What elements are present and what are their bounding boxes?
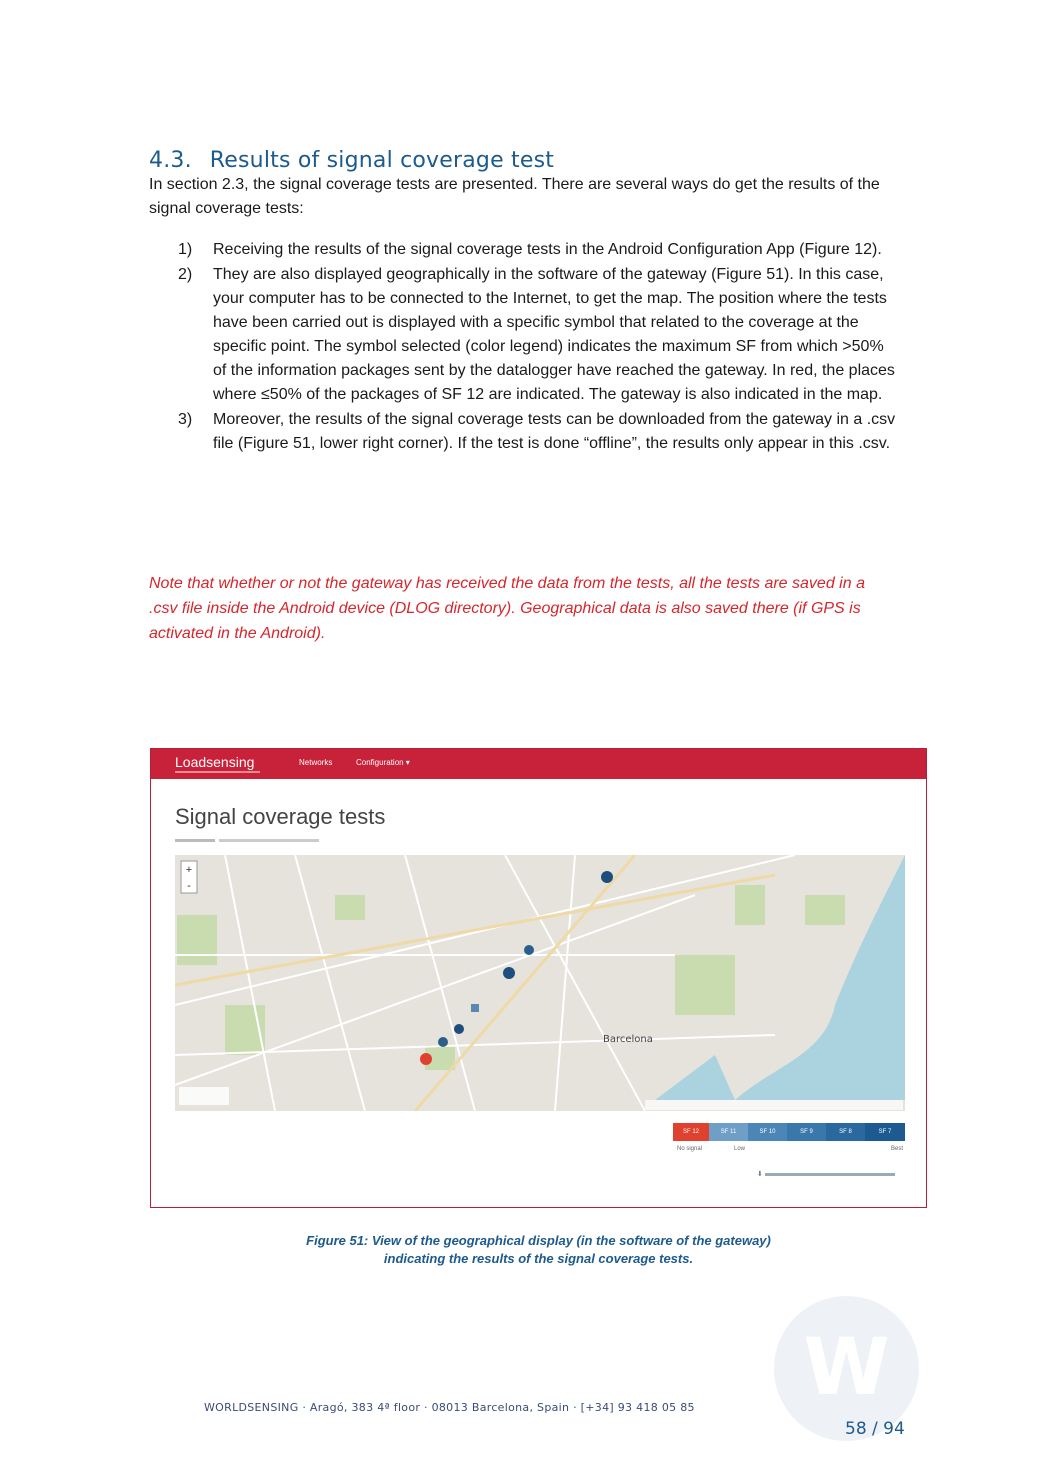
legend-segment: SF 10 bbox=[748, 1123, 787, 1141]
intro-paragraph: In section 2.3, the signal coverage tests are presented. There are several ways do get the results of the signal coverage tests: bbox=[149, 176, 880, 217]
list-text: Moreover, the results of the signal coverage tests can be downloaded from the gateway in a .csv file (Figure 51, lower right corner). If the test is done “offline”, the results only appear in this .csv. bbox=[213, 411, 896, 452]
download-icon: ⬇ bbox=[757, 1171, 763, 1178]
list-number: 3) bbox=[178, 411, 193, 428]
list-text: Receiving the results of the signal coverage tests in the Android Configuration App (Figure 12). bbox=[213, 241, 882, 258]
list-number: 1) bbox=[178, 241, 193, 258]
caption-line-1: Figure 51: View of the geographical display (in the software of the gateway) bbox=[306, 1233, 771, 1248]
app-page-title: Signal coverage tests bbox=[175, 804, 386, 829]
legend-low: Low bbox=[734, 1146, 746, 1152]
zoom-out-button[interactable]: - bbox=[187, 880, 191, 892]
legend-segment: SF 7 bbox=[865, 1123, 905, 1141]
map-city-label: Barcelona bbox=[603, 1034, 653, 1045]
nav-configuration[interactable]: Configuration ▾ bbox=[356, 758, 410, 767]
legend-no-signal: No signal bbox=[677, 1146, 703, 1152]
legend-segment: SF 9 bbox=[787, 1123, 826, 1141]
list-text: They are also displayed geographically in the software of the gateway (Figure 51). In this case, your computer has to be connected to the Internet, to get the map. The position where the tests have been carried out is displayed with a specific symbol that related to the coverage at the specific point. The symbol selected (color legend) indicates the maximum SF from which >50% of the information packages sent by the datalogger have reached the gateway. In red, the places where ≤50% of the packages of SF 12 are indicated. The gateway is also indicated in the map. bbox=[213, 266, 895, 403]
app-topbar bbox=[151, 749, 926, 779]
figure-screenshot bbox=[150, 748, 927, 1208]
legend-segment: SF 8 bbox=[826, 1123, 865, 1141]
marker-point[interactable] bbox=[438, 1037, 448, 1047]
caption-line-2: indicating the results of the signal coverage tests. bbox=[383, 1251, 694, 1266]
marker-point[interactable] bbox=[503, 967, 515, 979]
legend-segment: SF 12 bbox=[673, 1123, 709, 1141]
download-csv-link[interactable] bbox=[757, 1170, 895, 1178]
section-title: Results of signal coverage test bbox=[209, 148, 555, 174]
results-list bbox=[178, 238, 898, 457]
list-item bbox=[178, 263, 898, 407]
note-paragraph: Note that whether or not the gateway has received the data from the tests, all the tests are saved in a .csv file inside the Android device (DLOG directory). Geographical data is also saved there (if GPS is activated in the Android). bbox=[149, 575, 865, 642]
section-number: 4.3. bbox=[149, 148, 192, 174]
brand-underline bbox=[175, 771, 260, 773]
list-item bbox=[178, 408, 898, 456]
legend-segment: SF 11 bbox=[709, 1123, 748, 1141]
zoom-in-button[interactable]: + bbox=[185, 864, 193, 876]
footer-address: WORLDSENSING · Aragó, 383 4ª floor · 08013 Barcelona, Spain · [+34] 93 418 05 85 bbox=[204, 1401, 695, 1414]
download-link-text bbox=[765, 1173, 895, 1176]
figure-caption bbox=[150, 1232, 927, 1268]
marker-point-red[interactable] bbox=[420, 1053, 432, 1065]
page-number: 58 / 94 bbox=[845, 1419, 905, 1439]
color-legend bbox=[673, 1123, 905, 1141]
legend-best: Best bbox=[891, 1146, 904, 1152]
list-item bbox=[178, 238, 898, 262]
marker-point[interactable] bbox=[524, 945, 534, 955]
brand-logo[interactable]: Loadsensing bbox=[175, 754, 255, 770]
list-number: 2) bbox=[178, 266, 193, 283]
map-scale bbox=[179, 1087, 229, 1105]
section-heading bbox=[149, 148, 554, 173]
map-attribution bbox=[645, 1100, 903, 1110]
marker-point[interactable] bbox=[601, 871, 613, 883]
breadcrumb bbox=[175, 837, 319, 844]
worldsensing-watermark-icon: W bbox=[774, 1296, 919, 1441]
gateway-marker[interactable] bbox=[471, 1004, 479, 1012]
nav-networks[interactable]: Networks bbox=[299, 758, 333, 767]
coverage-map[interactable] bbox=[175, 855, 905, 1111]
marker-point[interactable] bbox=[454, 1024, 464, 1034]
